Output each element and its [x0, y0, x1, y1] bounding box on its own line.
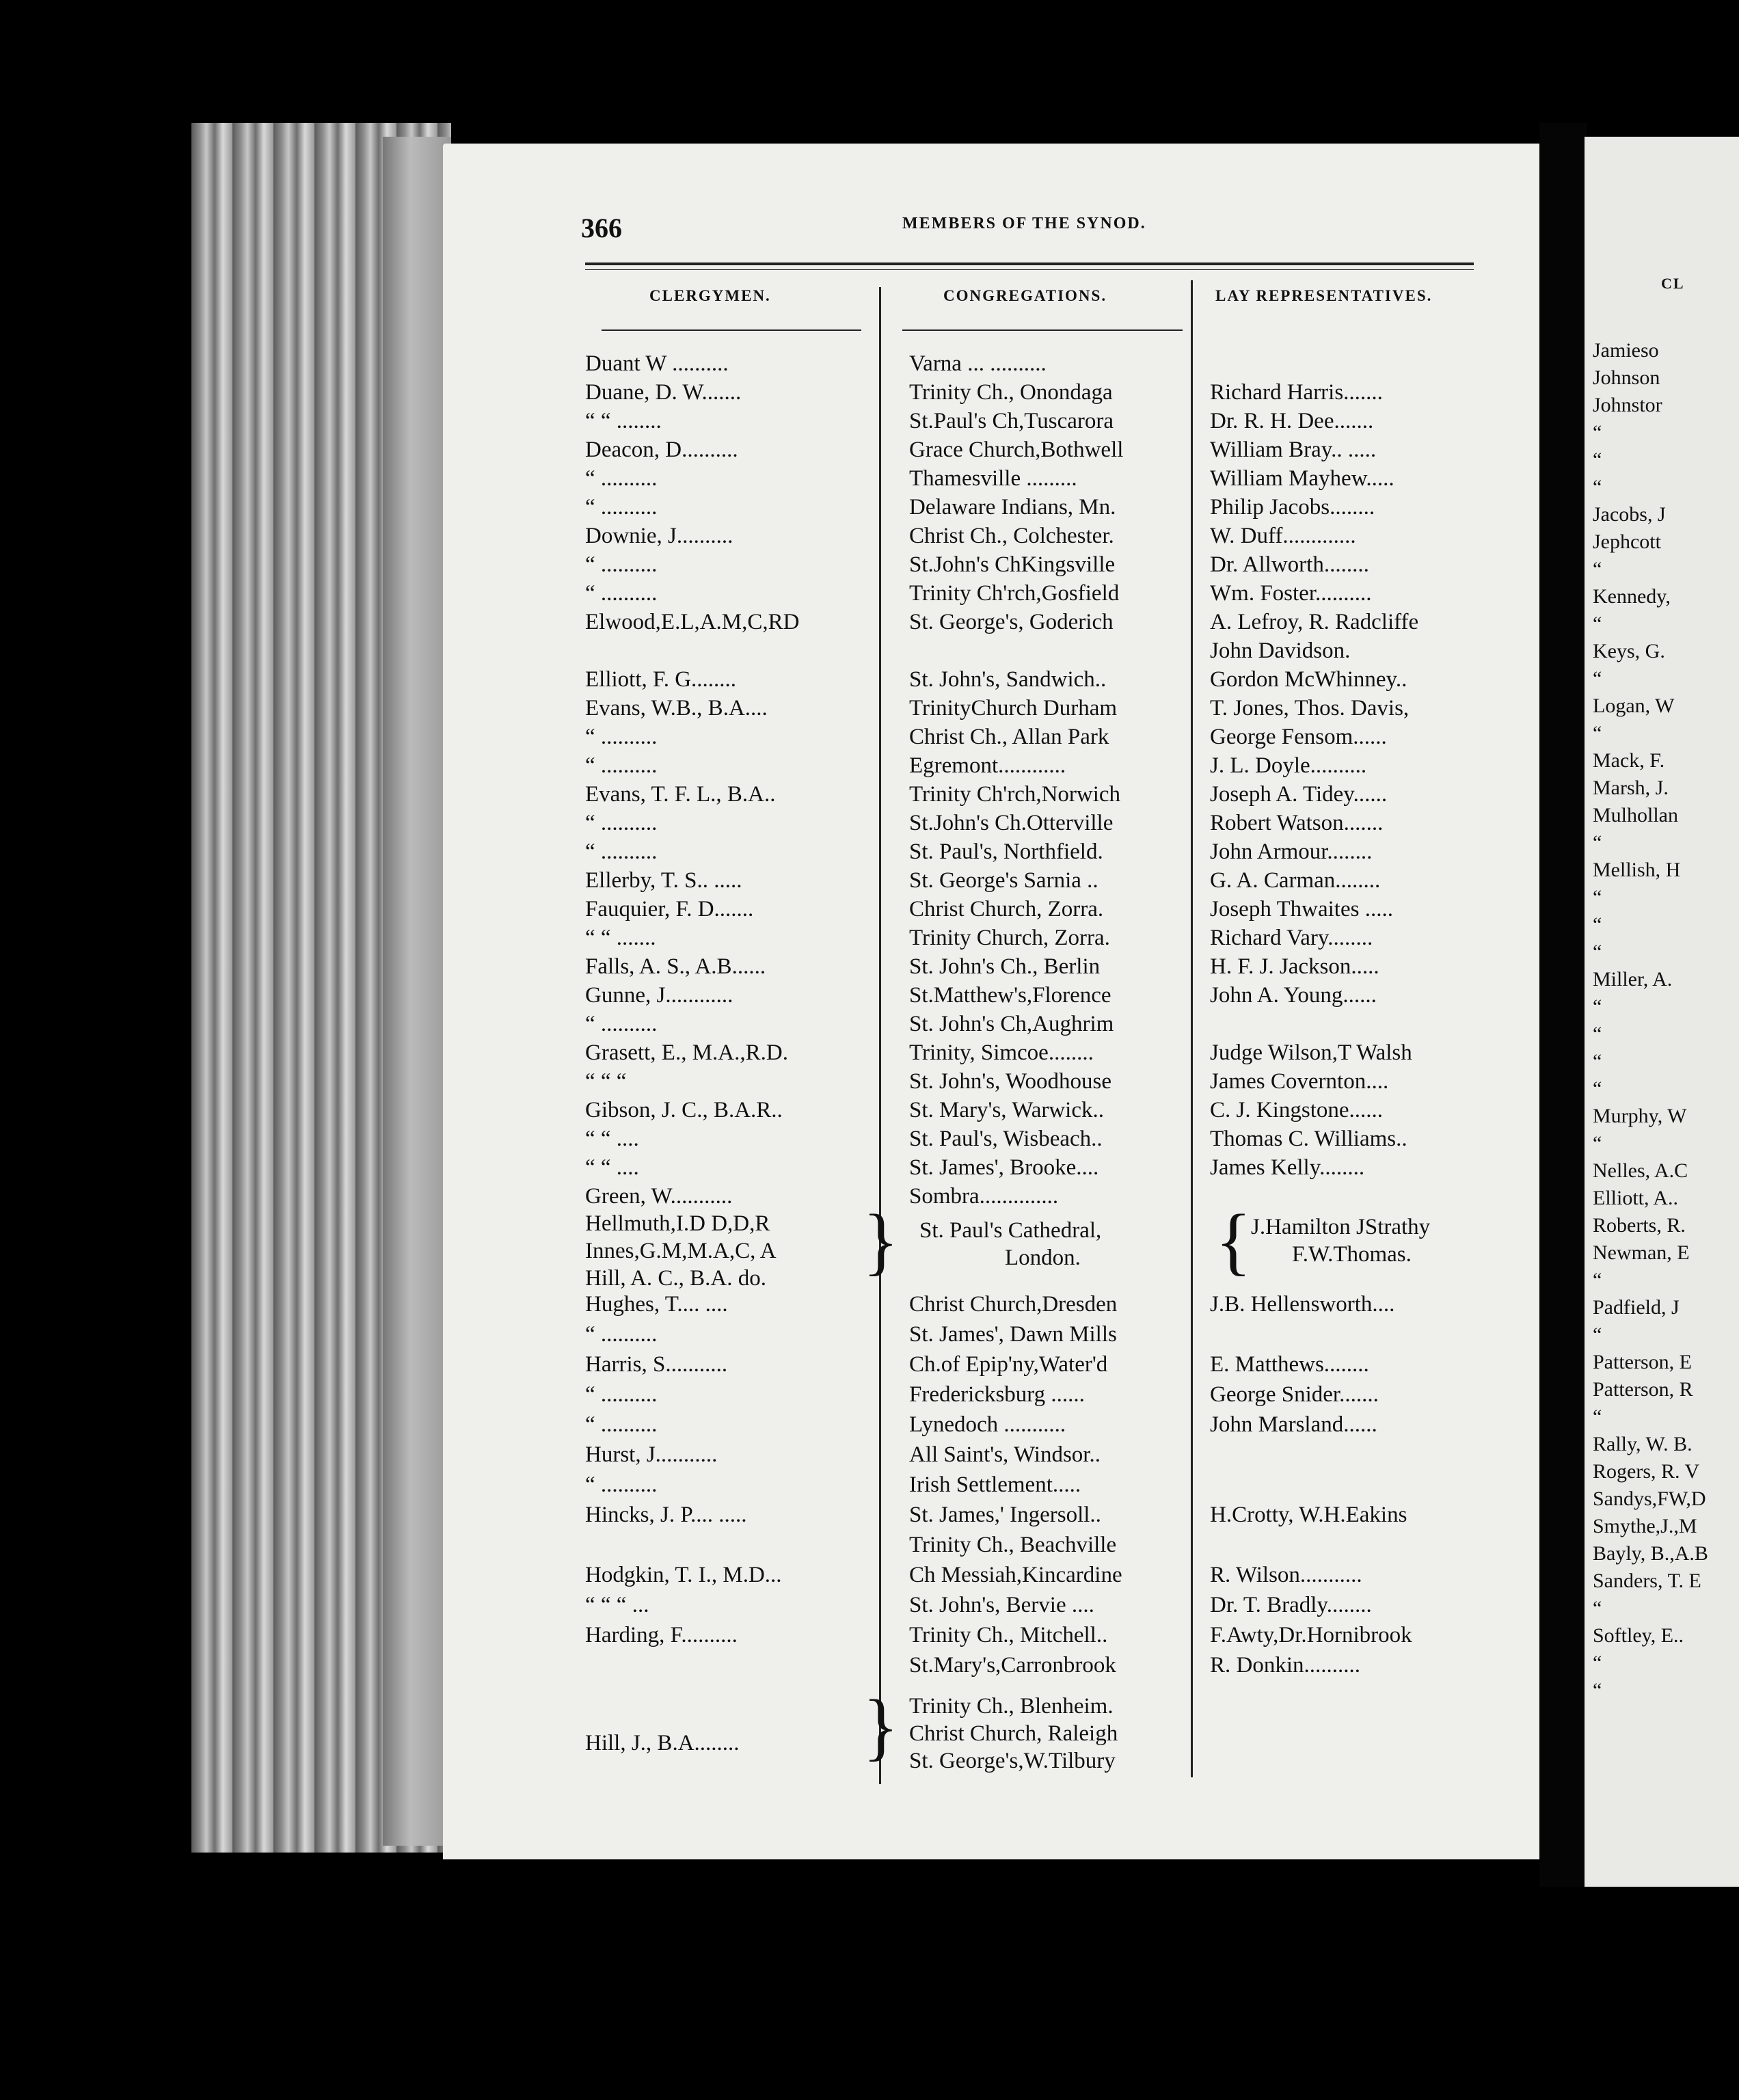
row-clergy: Grasett, E., M.A.,R.D. — [585, 1040, 788, 1065]
right-page-name: “ — [1593, 1652, 1602, 1674]
row-clergy: “ .......... — [585, 1012, 658, 1036]
row-clergy: Evans, T. F. L., B.A.. — [585, 782, 776, 807]
row-congregation: St. James', Brooke.... — [909, 1155, 1099, 1180]
row-congregation: St. Paul's, Northfield. — [909, 839, 1103, 864]
right-page-name: Logan, W — [1593, 695, 1675, 717]
right-page-name: “ — [1593, 1077, 1602, 1100]
cathedral-clergy-2: Innes,G.M,M.A,C, A — [585, 1239, 777, 1263]
right-page-name: Softley, E.. — [1593, 1624, 1684, 1647]
row-lay: J. L. Doyle.......... — [1210, 753, 1367, 778]
cathedral-congregation-1: St. Paul's Cathedral, — [919, 1218, 1102, 1243]
page-header — [581, 212, 1477, 253]
row-lay: Dr. Allworth........ — [1210, 552, 1369, 577]
right-page-name: Kennedy, — [1593, 585, 1671, 608]
row-lay: A. Lefroy, R. Radcliffe — [1210, 610, 1419, 634]
row-lay: John Marsland...... — [1210, 1412, 1377, 1437]
book-gutter — [1539, 123, 1587, 1887]
row-clergy: “ .......... — [585, 753, 658, 778]
right-page-name: Mulhollan — [1593, 804, 1678, 826]
row-lay: Gordon McWhinney.. — [1210, 667, 1407, 692]
row-congregation: Varna ... .......... — [909, 351, 1047, 376]
right-page-name: Murphy, W — [1593, 1105, 1687, 1127]
cathedral-clergy-3: Hill, A. C., B.A. do. — [585, 1266, 766, 1291]
row-congregation: Trinity Church, Zorra. — [909, 926, 1110, 950]
right-page-name: “ — [1593, 1050, 1602, 1073]
row-congregation: Ch.of Epip'ny,Water'd — [909, 1352, 1108, 1377]
right-page-header: CL — [1661, 275, 1685, 292]
right-page-name: Bayly, B.,A.B — [1593, 1542, 1708, 1565]
right-page-name: “ — [1593, 476, 1602, 498]
row-clergy: “ .......... — [585, 1322, 658, 1347]
book-page-edges-inner — [383, 137, 451, 1846]
brace-hill: } — [863, 1684, 899, 1768]
hill-congregation-2: Christ Church, Raleigh — [909, 1721, 1118, 1746]
row-congregation: Christ Ch., Colchester. — [909, 524, 1114, 548]
row-clergy: Gibson, J. C., B.A.R.. — [585, 1098, 783, 1122]
row-congregation: St. Paul's, Wisbeach.. — [909, 1127, 1103, 1151]
row-congregation: Trinity Ch., Onondaga — [909, 380, 1113, 405]
row-clergy: Downie, J.......... — [585, 524, 733, 548]
row-clergy: Harding, F.......... — [585, 1623, 738, 1647]
row-congregation: St. John's, Bervie .... — [909, 1593, 1094, 1617]
row-congregation: Ch Messiah,Kincardine — [909, 1563, 1122, 1587]
row-clergy: Duant W .......... — [585, 351, 729, 376]
right-page-name: Jacobs, J — [1593, 503, 1666, 526]
right-page-name: Sandys,FW,D — [1593, 1488, 1706, 1510]
page-number: 366 — [581, 213, 622, 243]
right-page-name: Roberts, R. — [1593, 1214, 1686, 1237]
row-lay: C. J. Kingstone...... — [1210, 1098, 1384, 1122]
row-lay: Robert Watson....... — [1210, 811, 1384, 835]
row-clergy: “ “ “ ... — [585, 1593, 649, 1617]
col-divider-2 — [1191, 280, 1193, 1777]
cathedral-lay-1: J.Hamilton JStrathy — [1251, 1215, 1431, 1239]
row-clergy: Ellerby, T. S.. ..... — [585, 868, 742, 893]
cathedral-clergy-1: Hellmuth,I.D D,D,R — [585, 1211, 770, 1236]
hill-congregation-1: Trinity Ch., Blenheim. — [909, 1694, 1114, 1719]
col-divider-1 — [879, 287, 881, 1784]
hill-clergy: Hill, J., B.A........ — [585, 1731, 740, 1755]
running-title: MEMBERS OF THE SYNOD. — [902, 215, 1146, 232]
row-congregation: Trinity Ch'rch,Gosfield — [909, 581, 1120, 606]
row-congregation: Thamesville ......... — [909, 466, 1077, 491]
right-page-name: “ — [1593, 941, 1602, 963]
row-lay: R. Wilson........... — [1210, 1563, 1362, 1587]
row-lay: R. Donkin.......... — [1210, 1653, 1361, 1678]
right-page-name: Mack, F. — [1593, 749, 1665, 772]
right-page-name: Johnson — [1593, 366, 1660, 389]
right-page-name: “ — [1593, 1023, 1602, 1045]
right-page-name: “ — [1593, 995, 1602, 1018]
right-page-name: Nelles, A.C — [1593, 1159, 1688, 1182]
row-lay: John Armour........ — [1210, 839, 1373, 864]
brace-right: } — [863, 1199, 899, 1282]
row-clergy: “ .......... — [585, 725, 658, 749]
row-lay: W. Duff............. — [1210, 524, 1356, 548]
row-congregation: Fredericksburg ...... — [909, 1382, 1085, 1407]
row-lay: E. Matthews........ — [1210, 1352, 1369, 1377]
cathedral-congregation-2: London. — [1005, 1246, 1081, 1270]
row-clergy: Duane, D. W....... — [585, 380, 742, 405]
row-lay: Joseph Thwaites ..... — [1210, 897, 1393, 921]
right-page-name: “ — [1593, 913, 1602, 936]
row-clergy: Falls, A. S., A.B...... — [585, 954, 766, 979]
row-congregation: St. George's Sarnia .. — [909, 868, 1098, 893]
right-page-name: Rogers, R. V — [1593, 1460, 1700, 1483]
row-clergy: Gunne, J............ — [585, 983, 733, 1008]
col-head-lay-representatives: LAY REPRESENTATIVES. — [1215, 287, 1433, 304]
row-congregation: St.John's ChKingsville — [909, 552, 1116, 577]
row-clergy: Hurst, J........... — [585, 1442, 718, 1467]
row-lay: H. F. J. Jackson..... — [1210, 954, 1379, 979]
row-clergy: “ .......... — [585, 581, 658, 606]
row-congregation: St. George's, Goderich — [909, 610, 1114, 634]
right-page-name: “ — [1593, 448, 1602, 471]
row-clergy: “ “ “ — [585, 1069, 627, 1094]
row-clergy: “ “ ........ — [585, 409, 662, 433]
row-lay: William Mayhew..... — [1210, 466, 1394, 491]
row-lay: Wm. Foster.......... — [1210, 581, 1372, 606]
row-congregation: Trinity, Simcoe........ — [909, 1040, 1094, 1065]
row-congregation: St. John's, Woodhouse — [909, 1069, 1112, 1094]
row-clergy: Fauquier, F. D....... — [585, 897, 754, 921]
right-page-name: Jephcott — [1593, 530, 1661, 553]
row-lay: Thomas C. Williams.. — [1210, 1127, 1407, 1151]
row-clergy: “ .......... — [585, 495, 658, 520]
row-clergy: Deacon, D.......... — [585, 438, 738, 462]
row-clergy: Evans, W.B., B.A.... — [585, 696, 768, 721]
row-lay: F.Awty,Dr.Hornibrook — [1210, 1623, 1412, 1647]
row-lay: George Snider....... — [1210, 1382, 1379, 1407]
row-congregation: Christ Church,Dresden — [909, 1292, 1118, 1317]
row-congregation: All Saint's, Windsor.. — [909, 1442, 1101, 1467]
row-congregation: St. John's Ch., Berlin — [909, 954, 1101, 979]
row-lay: John A. Young...... — [1210, 983, 1377, 1008]
row-congregation: Trinity Ch'rch,Norwich — [909, 782, 1121, 807]
right-page-name: “ — [1593, 831, 1602, 854]
row-congregation: Christ Ch., Allan Park — [909, 725, 1109, 749]
row-clergy: Hodgkin, T. I., M.D... — [585, 1563, 782, 1587]
row-congregation: Trinity Ch., Beachville — [909, 1533, 1117, 1557]
row-congregation: St. James', Dawn Mills — [909, 1322, 1117, 1347]
row-lay: James Covernton.... — [1210, 1069, 1389, 1094]
row-lay: J.B. Hellensworth.... — [1210, 1292, 1395, 1317]
row-clergy: Hughes, T.... .... — [585, 1292, 728, 1317]
right-page-name: Patterson, R — [1593, 1378, 1693, 1401]
row-clergy: Elliott, F. G........ — [585, 667, 737, 692]
right-page-name: “ — [1593, 612, 1602, 635]
row-clergy: “ .......... — [585, 1472, 658, 1497]
row-lay: H.Crotty, W.H.Eakins — [1210, 1503, 1407, 1527]
brace-left: { — [1215, 1199, 1252, 1282]
row-lay: Philip Jacobs........ — [1210, 495, 1375, 520]
right-page-name: Elliott, A.. — [1593, 1187, 1679, 1209]
row-clergy: Green, W........... — [585, 1184, 733, 1209]
right-page-name: Mellish, H — [1593, 859, 1681, 881]
row-congregation: Sombra.............. — [909, 1184, 1059, 1209]
right-page-name: Padfield, J — [1593, 1296, 1680, 1319]
right-page-name: “ — [1593, 886, 1602, 908]
row-clergy: “ .......... — [585, 1382, 658, 1407]
row-congregation: Irish Settlement..... — [909, 1472, 1081, 1497]
row-lay: James Kelly........ — [1210, 1155, 1365, 1180]
col-underline-cong — [902, 329, 1183, 331]
right-page-name: Rally, W. B. — [1593, 1433, 1693, 1455]
row-clergy: “ .......... — [585, 839, 658, 864]
right-page-name: “ — [1593, 667, 1602, 690]
row-clergy: “ “ .... — [585, 1127, 639, 1151]
right-page-name: Marsh, J. — [1593, 777, 1669, 799]
col-head-congregations: CONGREGATIONS. — [943, 287, 1107, 304]
row-congregation: St.Paul's Ch,Tuscarora — [909, 409, 1114, 433]
right-page-name: Newman, E — [1593, 1241, 1690, 1264]
row-congregation: Delaware Indians, Mn. — [909, 495, 1116, 520]
row-congregation: St. James,' Ingersoll.. — [909, 1503, 1101, 1527]
row-congregation: Grace Church,Bothwell — [909, 438, 1124, 462]
row-clergy: “ “ ....... — [585, 926, 656, 950]
row-clergy: “ “ .... — [585, 1155, 639, 1180]
right-page-name: Sanders, T. E — [1593, 1570, 1701, 1592]
row-lay: William Bray.. ..... — [1210, 438, 1377, 462]
right-page-name: “ — [1593, 1597, 1602, 1619]
row-clergy: “ .......... — [585, 811, 658, 835]
row-congregation: Trinity Ch., Mitchell.. — [909, 1623, 1108, 1647]
row-clergy: “ .......... — [585, 466, 658, 491]
row-lay: Richard Vary........ — [1210, 926, 1373, 950]
row-clergy: Harris, S........... — [585, 1352, 728, 1377]
row-clergy: Hincks, J. P.... ..... — [585, 1503, 747, 1527]
right-page-name: Smythe,J.,M — [1593, 1515, 1697, 1537]
row-clergy: “ .......... — [585, 552, 658, 577]
row-congregation: St. John's Ch,Aughrim — [909, 1012, 1114, 1036]
right-page-name: “ — [1593, 1323, 1602, 1346]
row-congregation: TrinityChurch Durham — [909, 696, 1118, 721]
col-underline-clergy — [602, 329, 861, 331]
row-clergy: “ .......... — [585, 1412, 658, 1437]
row-lay: G. A. Carman........ — [1210, 868, 1381, 893]
row-congregation: St.Matthew's,Florence — [909, 983, 1111, 1008]
right-page-name: “ — [1593, 1269, 1602, 1291]
row-congregation: Christ Church, Zorra. — [909, 897, 1104, 921]
row-congregation: St. Mary's, Warwick.. — [909, 1098, 1104, 1122]
top-rule — [585, 262, 1474, 265]
right-page-name: “ — [1593, 1679, 1602, 1701]
right-page-name: “ — [1593, 1405, 1602, 1428]
row-lay: Judge Wilson,T Walsh — [1210, 1040, 1412, 1065]
row-congregation: Lynedoch ........... — [909, 1412, 1066, 1437]
row-clergy: Elwood,E.L,A.M,C,RD — [585, 610, 800, 634]
row-lay: Dr. T. Bradly........ — [1210, 1593, 1372, 1617]
right-page-name: “ — [1593, 421, 1602, 444]
top-rule-thin — [585, 269, 1474, 270]
right-page-name: Jamieso — [1593, 339, 1659, 362]
row-congregation: St.Mary's,Carronbrook — [909, 1653, 1116, 1678]
cathedral-lay-2: F.W.Thomas. — [1292, 1242, 1412, 1267]
row-lay: T. Jones, Thos. Davis, — [1210, 696, 1410, 721]
row-lay: John Davidson. — [1210, 638, 1351, 663]
right-page-name: Miller, A. — [1593, 968, 1673, 991]
row-congregation: St. John's, Sandwich.. — [909, 667, 1107, 692]
row-congregation: St.John's Ch.Otterville — [909, 811, 1114, 835]
col-head-clergymen: CLERGYMEN. — [649, 287, 771, 304]
row-congregation: Egremont............ — [909, 753, 1066, 778]
row-lay: Richard Harris....... — [1210, 380, 1383, 405]
right-page-name: Patterson, E — [1593, 1351, 1692, 1373]
row-lay: Joseph A. Tidey...... — [1210, 782, 1388, 807]
right-page-name: “ — [1593, 722, 1602, 744]
row-lay: Dr. R. H. Dee....... — [1210, 409, 1374, 433]
right-page-name: “ — [1593, 558, 1602, 580]
hill-congregation-3: St. George's,W.Tilbury — [909, 1749, 1116, 1773]
right-page-name: Keys, G. — [1593, 640, 1665, 662]
right-page-name: “ — [1593, 1132, 1602, 1155]
row-lay: George Fensom...... — [1210, 725, 1387, 749]
right-page-name: Johnstor — [1593, 394, 1662, 416]
